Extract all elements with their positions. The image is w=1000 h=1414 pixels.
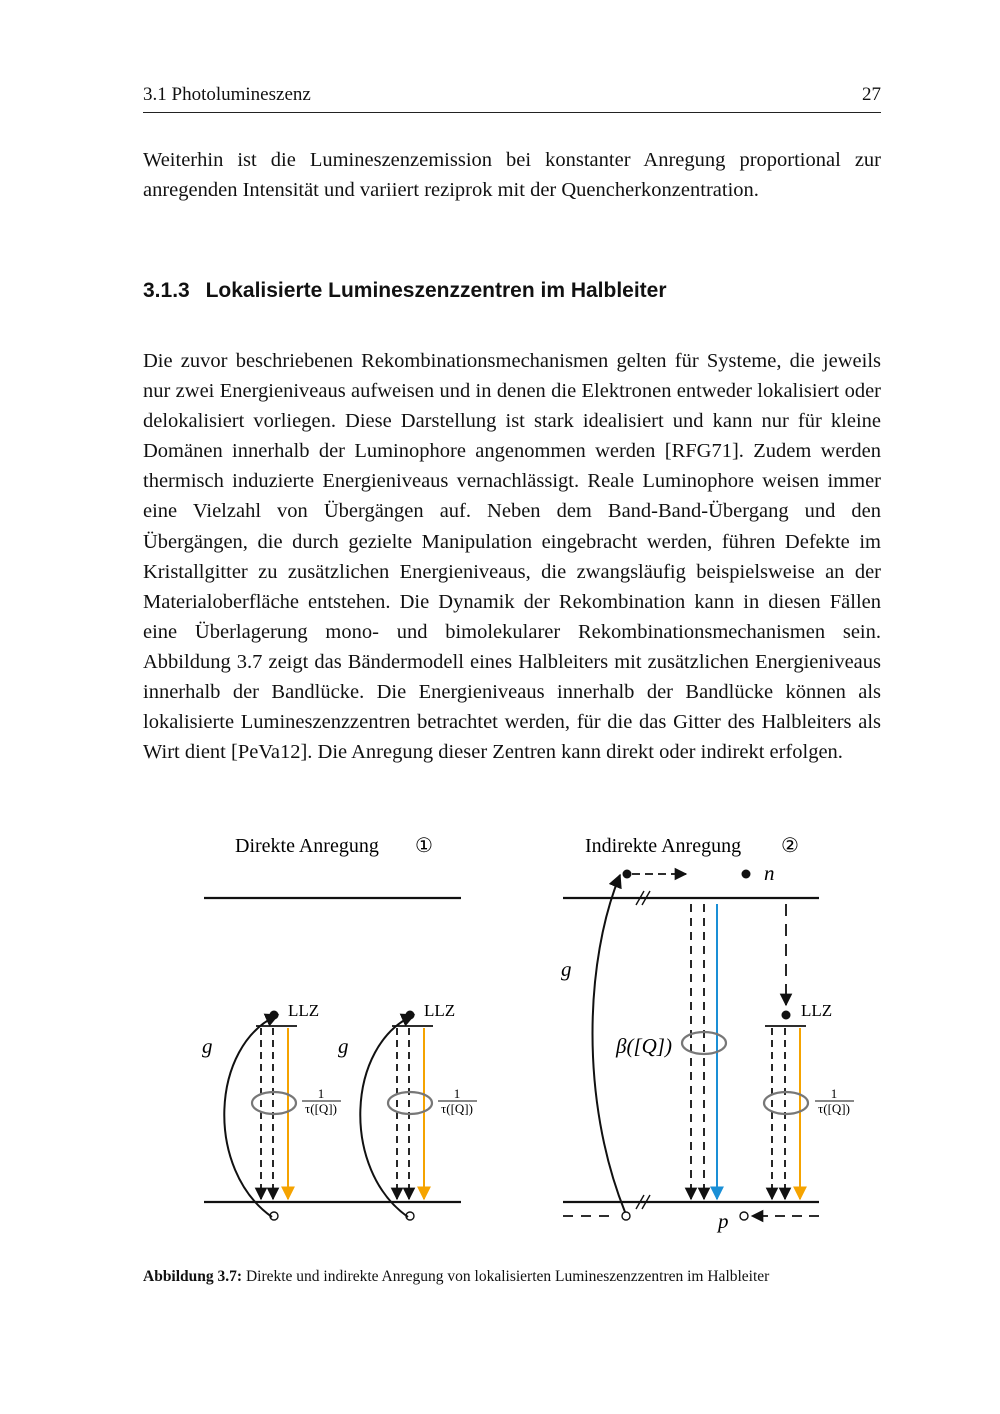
- page-number: 27: [862, 84, 881, 105]
- band-diagram-svg: [180, 820, 880, 1240]
- title-indirect-excitation: Indirekte Anregung: [585, 835, 742, 857]
- title-direct-excitation: Direkte Anregung: [235, 835, 379, 857]
- llz-label-1: LLZ: [288, 1001, 320, 1020]
- excitation-arrow-g: [360, 1015, 414, 1217]
- electron-dot: [623, 870, 632, 879]
- luminescence-center-2: [338, 1001, 477, 1220]
- section-title: Lokalisierte Lumineszenzzentren im Halbleiter: [205, 279, 667, 302]
- caption-label: Abbildung 3.7:: [143, 1268, 243, 1285]
- running-section-title: 3.1 Photolumineszenz: [143, 84, 311, 105]
- caption-text: Direkte und indirekte Anregung von lokalisierten Lumineszenzzentren im Halbleiter: [245, 1268, 770, 1285]
- figure-caption: [143, 1268, 881, 1286]
- quencher-loop: [764, 1092, 808, 1114]
- label-n: n: [764, 861, 775, 885]
- section-number: 3.1.3: [143, 279, 190, 302]
- quencher-loop: [252, 1092, 296, 1114]
- excitation-arrow-g: [224, 1015, 278, 1217]
- luminescence-center-1: [202, 1001, 341, 1220]
- paragraph-body: Die zuvor beschriebenen Rekombinationsmechanismen gelten für Systeme, die jeweils nur zwei Energieniveaus aufweisen und in denen die Elektronen entweder lokalisiert oder delokalisiert vorliegen. Diese Darstellung ist stark idealisiert und kann nur für kleine Domänen innerhalb der Luminophore angenommen werden [RFG71]. Zudem werden thermisch induzierte Energieniveaus vernachlässigt. Reale Luminophore weisen immer eine Vielzahl von Übergängen auf. Neben dem Band-Band-Übergang und den Übergängen, die durch gezielte Manipulation eingebracht werden, führen Defekte im Kristallgitter zu zusätzlichen Energieniveaus, die zwangsläufig beispielsweise an der Materialoberfläche entstehen. Die Dynamik der Rekombination kann in diesen Fällen eine Überlagerung mono- und bimolekularer Rekombinationsmechanismen sein. Abbildung 3.7 zeigt das Bändermodell eines Halbleiters mit zusätzlichen Energieniveaus innerhalb der Bandlücke. Die Energieniveaus innerhalb der Bandlücke können als lokalisierte Lumineszenzzentren betrachtet werden, für die das Gitter des Halbleiters als Wirt dient [PeVa12]. Die Anregung dieser Zentren kann direkt oder indirekt erfolgen.: [143, 350, 881, 764]
- figure-band-diagram: [180, 820, 880, 1240]
- quencher-loop: [388, 1092, 432, 1114]
- indirect-diagram: [561, 861, 854, 1233]
- tau-denominator: τ([Q]): [441, 1101, 473, 1116]
- page-header: [143, 84, 881, 113]
- section-heading: [143, 279, 667, 303]
- tau-numerator: 1: [830, 1086, 838, 1101]
- label-g-2: g: [338, 1034, 349, 1058]
- label-p: p: [718, 1209, 729, 1233]
- paragraph-intro: Weiterhin ist die Lumineszenzemission bei konstanter Anregung proportional zur anregenden Intensität und variiert reziprok mit der Quencherkonzentration.: [143, 149, 881, 202]
- llz-label-2: LLZ: [424, 1001, 456, 1020]
- tau-denominator: τ([Q]): [305, 1101, 337, 1116]
- electron-dot: [742, 870, 751, 879]
- label-g-3: g: [561, 957, 572, 981]
- tau-numerator: 1: [317, 1086, 325, 1101]
- tau-numerator: 1: [453, 1086, 461, 1101]
- label-g-1: g: [202, 1034, 213, 1058]
- electron-dot: [782, 1011, 791, 1020]
- label-beta: β([Q]): [616, 1034, 672, 1058]
- marker-indirect: ②: [781, 835, 799, 857]
- tau-denominator: τ([Q]): [818, 1101, 850, 1116]
- hole-circle: [740, 1212, 748, 1220]
- llz-label-3: LLZ: [801, 1001, 833, 1020]
- hole-circle: [622, 1212, 630, 1220]
- marker-direct: ①: [415, 835, 433, 857]
